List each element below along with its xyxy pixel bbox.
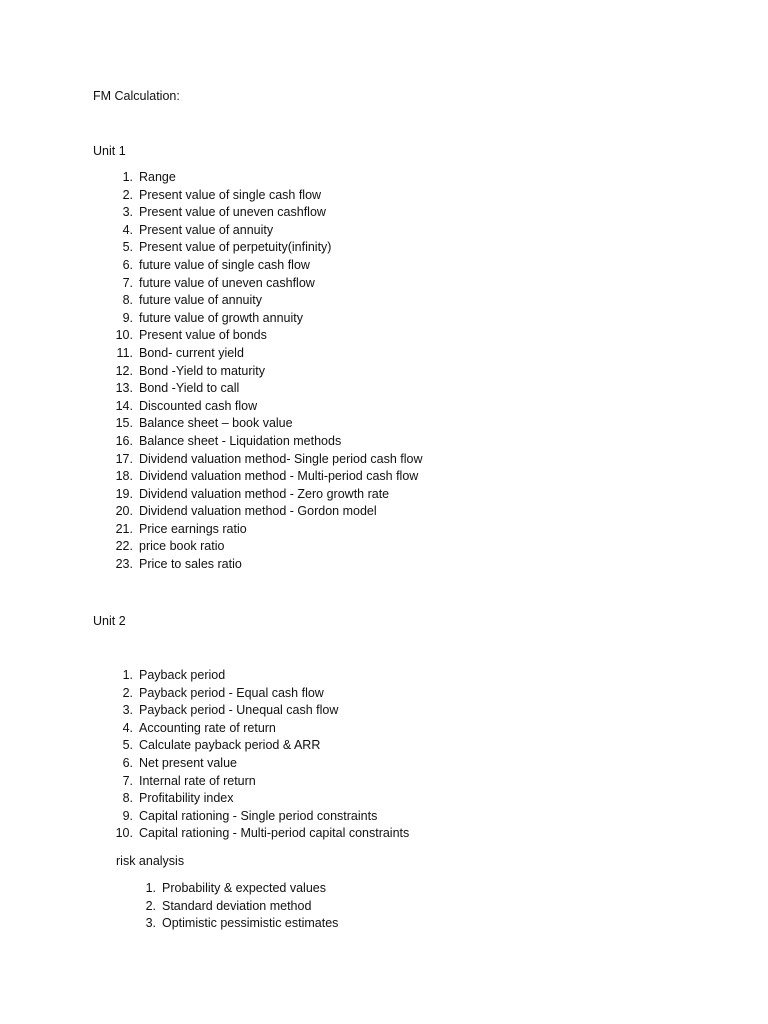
list-item-number: 6. (122, 755, 133, 770)
list-item-text: Dividend valuation method- Single period cash flow (139, 451, 423, 466)
document-title: FM Calculation: (93, 89, 180, 103)
list-item-text: future value of uneven cashflow (139, 275, 315, 290)
unit2-heading: Unit 2 (93, 614, 126, 628)
list-item-number: 4. (122, 720, 133, 735)
list-item-number: 9. (122, 310, 133, 325)
list-item-text: Capital rationing - Single period constraints (139, 808, 378, 823)
list-item-text: Capital rationing - Multi-period capital constraints (139, 826, 410, 841)
list-item-text: Dividend valuation method - Gordon model (139, 504, 377, 519)
list-item-text: Price earnings ratio (139, 521, 247, 536)
list-item-text: Balance sheet – book value (139, 416, 293, 431)
list-item-number: 2. (122, 187, 133, 202)
list-item-number: 10. (115, 826, 133, 841)
list-item-number: 2. (145, 898, 156, 913)
list-item-text: Calculate payback period & ARR (139, 738, 321, 753)
risk-analysis-heading: risk analysis (116, 854, 185, 868)
list-item-text: Price to sales ratio (139, 557, 242, 572)
list-item-number: 1. (122, 170, 133, 184)
list-item-number: 14. (115, 398, 133, 413)
list-item-number: 11. (116, 345, 133, 360)
list-item-number: 3. (122, 205, 133, 220)
list-item-number: 22. (115, 539, 133, 554)
list-item-number: 18. (115, 469, 133, 484)
list-item-text: future value of growth annuity (139, 310, 303, 325)
list-item-text: Present value of bonds (139, 328, 267, 343)
list-item-number: 4. (122, 222, 133, 237)
list-item-text: Payback period - Unequal cash flow (139, 703, 339, 718)
list-item-number: 12. (115, 363, 133, 378)
list-item-number: 23. (115, 557, 133, 572)
list-item-text: Balance sheet - Liquidation methods (139, 433, 342, 448)
list-item-number: 5. (122, 240, 133, 255)
list-item-text: future value of annuity (139, 293, 262, 308)
list-item-number: 7. (122, 275, 133, 290)
list-item-number: 8. (122, 293, 133, 308)
list-item-number: 3. (122, 703, 133, 718)
list-item-number: 3. (145, 916, 156, 931)
list-item-number: 16. (115, 433, 133, 448)
list-item-text: Accounting rate of return (139, 720, 276, 735)
list-item-text: future value of single cash flow (139, 257, 310, 272)
list-item-number: 10. (115, 328, 133, 343)
list-item-number: 2. (122, 685, 133, 700)
list-item-number: 1. (122, 668, 133, 682)
list-item-number: 19. (115, 486, 133, 501)
unit1-heading: Unit 1 (93, 144, 126, 158)
list-item-text: Optimistic pessimistic estimates (162, 916, 339, 931)
list-item-text: Dividend valuation method - Multi-period cash flow (139, 469, 419, 484)
list-item-number: 13. (115, 381, 133, 396)
list-item-text: Standard deviation method (162, 898, 312, 913)
list-item-text: Dividend valuation method - Zero growth rate (139, 486, 390, 501)
list-item-text: Payback period - Equal cash flow (139, 685, 324, 700)
list-item-text: Present value of annuity (139, 222, 274, 237)
list-item-number: 5. (122, 738, 133, 753)
list-item-text: Bond -Yield to call (139, 381, 240, 396)
list-item-number: 7. (122, 773, 133, 788)
list-item-number: 6. (122, 257, 133, 272)
list-item-text: Bond -Yield to maturity (139, 363, 265, 378)
list-item-number: 17. (115, 451, 133, 466)
list-item-number: 21. (115, 521, 133, 536)
list-item-text: Bond- current yield (139, 345, 244, 360)
list-item-text: Discounted cash flow (139, 398, 258, 413)
list-item-text: price book ratio (139, 539, 225, 554)
list-item-text: Net present value (139, 755, 237, 770)
list-item-number: 8. (122, 791, 133, 806)
list-item-number: 9. (122, 808, 133, 823)
list-item-text: Present value of uneven cashflow (139, 205, 326, 220)
list-item-number: 1. (145, 881, 156, 895)
list-item-number: 15. (115, 416, 133, 431)
list-item-number: 20. (115, 504, 133, 519)
list-item-text: Internal rate of return (139, 773, 256, 788)
list-item-text: Present value of perpetuity(infinity) (139, 240, 332, 255)
list-item-text: Profitability index (139, 791, 234, 806)
list-item-text: Present value of single cash flow (139, 187, 322, 202)
list-item-text: Payback period (139, 668, 226, 682)
list-item-text: Probability & expected values (162, 881, 326, 895)
list-item-text: Range (139, 170, 176, 184)
